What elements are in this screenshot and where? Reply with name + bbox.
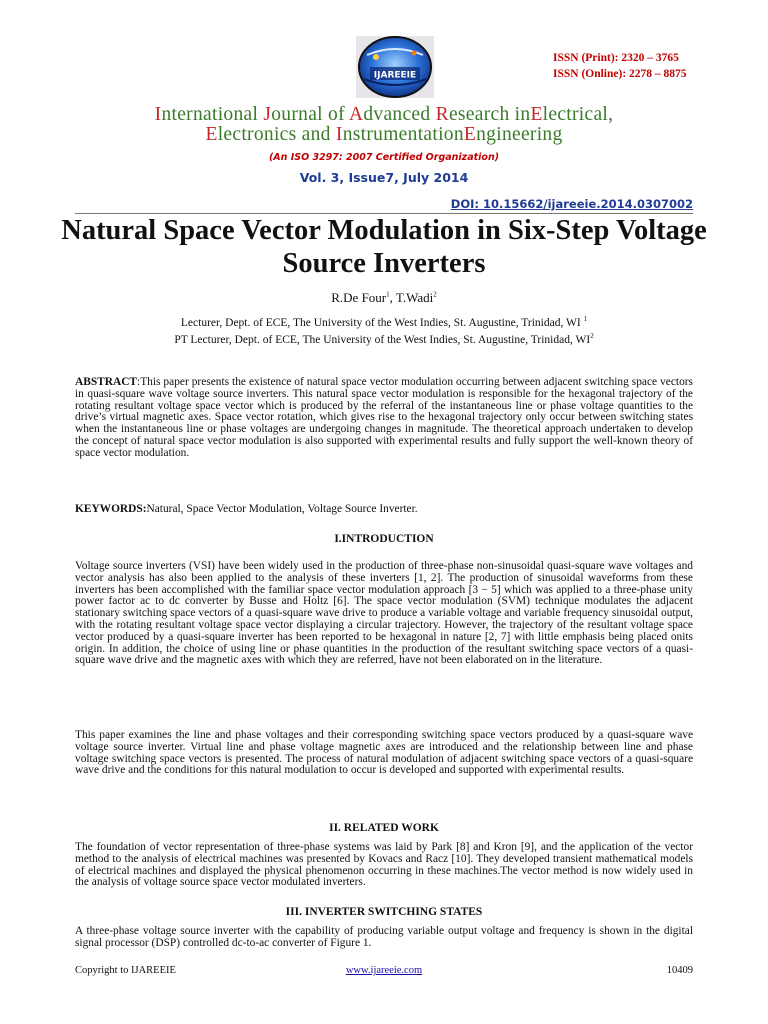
author-separator: ,: [389, 290, 396, 305]
affiliation-1: [0, 317, 768, 329]
section-heading-introduction: I.INTRODUCTION: [334, 533, 434, 545]
affiliation-2-text: PT Lecturer, Dept. of ECE, The University of the West Indies, St. Augustine, Trinidad, WI: [174, 334, 591, 346]
paper-title: Natural Space Vector Modulation in Six-Step Voltage Source Inverters: [61, 215, 707, 279]
footer-page-number: 10409: [666, 965, 693, 976]
journal-title-line1-segment: lectrical,: [542, 104, 614, 125]
journal-title-line1-segment: A: [348, 104, 364, 125]
author-2: T.Wadi: [395, 290, 434, 305]
journal-title-line1-segment: J: [263, 104, 272, 125]
keywords: [75, 504, 693, 516]
doi-link[interactable]: DOI: 10.15662/ijareeie.2014.0307002: [450, 197, 693, 211]
footer-url-link[interactable]: www.ijareeie.com: [345, 965, 423, 976]
volume-issue: Vol. 3, Issue7, July 2014: [299, 170, 469, 185]
journal-title-line1-segment: dvanced: [363, 104, 436, 125]
paragraph-related-work: The foundation of vector representation of three-phase systems was laid by Park [8] and Kron [9], and the application of the vector method to the analysis of electrical machines was presented by Kovacs and Racz [10]. They developed transient mathematical models of electrical machines and displayed the physical phenomenon occurring in these machines.The vector method is now widely used in the analysis of voltage source space vector modulated inverters.: [75, 841, 693, 889]
journal-title-line1-segment: R: [435, 104, 449, 125]
keywords-text: Natural, Space Vector Modulation, Voltage Source Inverter.: [146, 503, 418, 515]
affiliation-2: [0, 334, 768, 346]
abstract-text: :This paper presents the existence of natural space vector modulation occurring between adjacent switching space vectors in quasi-square wave voltage source inverters. This natural space vector modulation is responsible for the hexagonal trajectory of the rotating resultant voltage space vector which is produced by the referral of the instantaneous line or phase voltage quantities to the drive’s virtual magnetic axes. Space vector rotation, which gives rise to the hexagonal trajectory only occur between switching states when the instantaneous line or phase voltages are undergoing changes in magnitude. The theoretical approach undertaken to develop the concept of natural space vector modulation is also supported with experimental results and fully support the well-known theory of space vector modulation.: [75, 376, 693, 459]
paragraph-intro-1: Voltage source inverters (VSI) have been widely used in the production of three-phase non-sinusoidal quasi-square wave voltages and vector analysis has also been applied to the analysis of these inverters [1, 2]. The production of sinusoidal waveforms from these inverters has been accomplished with the familiar space vector modulation approach [3 − 5] which was applied to a three-phase unity power factor ac to dc converter by Busse and Holtz [6]. The space vector modulation (SVM) technique modulates the adjacent stationary switching space vectors of a quasi-square wave drive to produce a variable voltage and variable frequency sinusoidal output, with the rotating resultant voltage space vector displaying a circular trajectory. However, the trajectory of the resultant voltage space vector produced by a quasi-square inverter has been reported to be hexagonal in nature [2, 7] with little emphasis being placed onits origin. In addition, the choice of using line or phase quantities in the production of the resultant switching space vectors of a quasi-square wave drive and the magnetic axes with which they are referred, have not been elaborated on in the literature.: [75, 560, 693, 667]
authors: [0, 290, 768, 306]
journal-title-line2-segment: nstrumentation: [342, 124, 464, 145]
journal-title-line2: [0, 124, 768, 146]
affiliation-2-sup: 2: [590, 332, 594, 341]
journal-title-line2-segment: lectronics and: [217, 124, 336, 145]
journal-title-line2-segment: E: [463, 124, 477, 145]
author-1: R.De Four: [331, 290, 387, 305]
journal-title-line2-segment: ngineering: [476, 124, 563, 145]
iso-certification: (An ISO 3297: 2007 Certified Organization): [268, 152, 500, 163]
journal-title-line2-segment: I: [335, 124, 343, 145]
issn-online: ISSN (Online): 2278 – 8875: [553, 68, 687, 80]
journal-title-line2-segment: E: [205, 124, 218, 145]
journal-title-line1-segment: I: [154, 104, 162, 125]
journal-title-line1-segment: ournal of: [271, 104, 349, 125]
footer-copyright: Copyright to IJAREEIE: [75, 965, 176, 976]
keywords-label: KEYWORDS:: [75, 503, 147, 515]
journal-title-line1-segment: nternational: [161, 104, 264, 125]
paragraph-switching-states: A three-phase voltage source inverter with the capability of producing variable output voltage and frequency is shown in the digital signal processor (DSP) controlled dc-to-ac converter of Figure 1.: [75, 925, 693, 949]
issn-print: ISSN (Print): 2320 – 3765: [553, 52, 679, 64]
affiliation-1-sup: 1: [583, 315, 588, 324]
author-1-sup: 1: [386, 290, 390, 299]
paragraph-intro-2: This paper examines the line and phase voltages and their corresponding switching space vectors produced by a quasi-square wave voltage source inverter. Virtual line and phase voltage magnetic axes are introduced and the relationship between line and phase voltage switching space vectors is presented. The process of natural modulation of adjacent switching space vectors of a quasi-square wave drive and the conditions for this natural modulation to occur is developed and supported with experimental results.: [75, 729, 693, 777]
section-heading-related-work: II. RELATED WORK: [329, 822, 439, 834]
section-heading-switching-states: III. INVERTER SWITCHING STATES: [285, 906, 483, 918]
logo-text: IJAREEIE: [373, 70, 417, 81]
author-2-sup: 2: [433, 290, 437, 299]
abstract: [75, 377, 693, 460]
journal-logo: [352, 33, 438, 101]
affiliation-1-text: Lecturer, Dept. of ECE, The University of the West Indies, St. Augustine, Trinidad, WI: [180, 317, 584, 329]
journal-title-line1: [0, 104, 768, 126]
abstract-label: ABSTRACT: [75, 376, 138, 388]
journal-title-line1-segment: esearch in: [448, 104, 531, 125]
journal-title-line1-segment: E: [530, 104, 543, 125]
